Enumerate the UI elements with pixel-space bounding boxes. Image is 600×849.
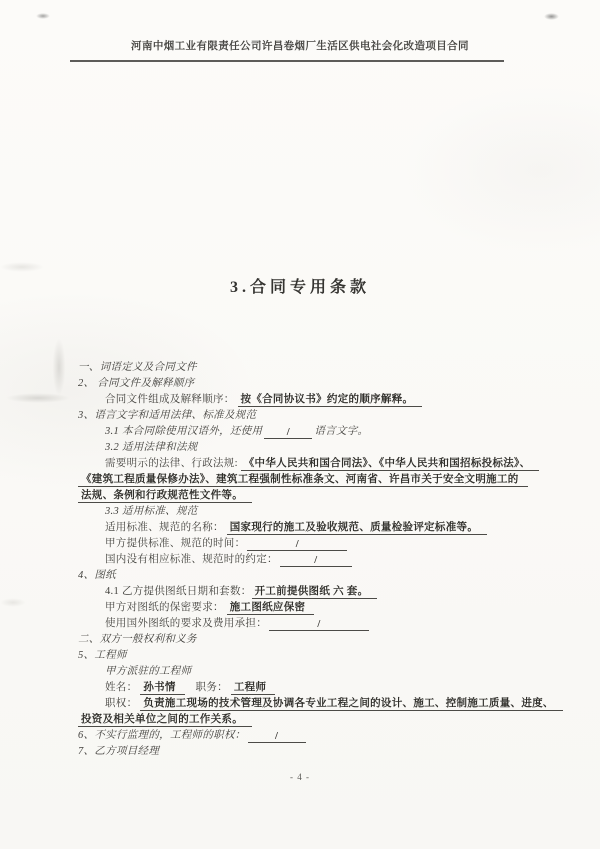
- clause-text: 3.3 适用标准、规范: [105, 506, 198, 517]
- blank-field: /: [280, 553, 352, 567]
- clause-text: 3.1 本合同除使用汉语外，还使用: [105, 426, 263, 437]
- document-line: [78, 728, 538, 744]
- document-line: [78, 536, 538, 552]
- clause-text: 4、图纸: [78, 570, 116, 581]
- document-line: [78, 680, 538, 696]
- section-title: 3.合同专用条款: [229, 279, 370, 296]
- scan-smudge: [52, 336, 66, 398]
- document-body: [78, 360, 554, 760]
- document-line: [78, 456, 538, 472]
- filled-value: 法规、条例和行政规范性文件等。: [78, 490, 252, 503]
- scan-smudge: [544, 13, 559, 20]
- clause-text: 4.1 乙方提供图纸日期和套数：: [105, 586, 252, 597]
- clause-text: 2、 合同文件及解释顺序: [78, 378, 195, 389]
- filled-value: 负责施工现场的技术管理及协调各专业工程之间的设计、施工、控制施工质量、进度、: [140, 698, 562, 711]
- filled-value: 开工前提供图纸 六 套。: [252, 586, 378, 599]
- filled-value: 按《合同协议书》约定的顺序解释。: [238, 394, 423, 407]
- filled-value: 投资及相关单位之间的工作关系。: [78, 714, 252, 727]
- document-line: [78, 440, 538, 456]
- document-line: [78, 504, 538, 520]
- document-line: [78, 616, 538, 632]
- document-line: [78, 568, 538, 584]
- filled-value: 《中华人民共和国合同法》、《中华人民共和国招标投标法》、: [241, 458, 540, 471]
- clause-text: 7、乙方项目经理: [78, 746, 160, 757]
- document-line: [78, 472, 538, 488]
- blank-field: /: [264, 425, 312, 439]
- clause-text: 3、语言文字和适用法律、标准及规范: [78, 410, 257, 421]
- clause-text: 职权：: [105, 698, 141, 709]
- clause-text: 二、双方一般权利和义务: [78, 634, 197, 645]
- document-line: [78, 584, 538, 600]
- document-line: [78, 632, 538, 648]
- header-rule: [70, 60, 504, 62]
- scan-smudge: [0, 262, 44, 272]
- page-number: - 4 -: [290, 772, 310, 782]
- clause-text: 5、工程师: [78, 650, 127, 661]
- clause-text: 需要明示的法律、行政法规:: [105, 458, 241, 469]
- filled-value: 工程师: [231, 682, 275, 695]
- document-line: [78, 488, 538, 504]
- clause-text: 一、词语定义及合同文件: [78, 362, 197, 373]
- filled-value: 孙书情: [140, 682, 184, 695]
- scan-smudge: [6, 393, 70, 403]
- document-line: [78, 696, 554, 712]
- blank-field: /: [247, 537, 347, 551]
- filled-value: 《建筑工程质量保修办法》、建筑工程强制性标准条文、河南省、许昌市关于安全文明施工的: [78, 474, 528, 487]
- document-line: [78, 664, 538, 680]
- document-line: [78, 360, 538, 376]
- document-line: [78, 424, 538, 440]
- clause-text: 适用标准、规范的名称：: [105, 522, 227, 533]
- scan-smudge: [0, 598, 26, 607]
- document-line: [78, 648, 538, 664]
- clause-text: 甲方派驻的工程师: [105, 666, 192, 677]
- filled-value: 施工图纸应保密: [227, 602, 315, 615]
- document-line: [78, 712, 538, 728]
- document-line: [78, 520, 538, 536]
- scan-smudge: [36, 13, 50, 19]
- clause-text: 6、不实行监理的，工程师的职权：: [78, 730, 246, 741]
- document-line: [78, 376, 538, 392]
- filled-value: 国家现行的施工及验收规范、质量检验评定标准等。: [227, 522, 487, 535]
- clause-text: 国内没有相应标准、规范时的约定：: [105, 554, 278, 565]
- clause-text: 3.2 适用法律和法规: [105, 442, 198, 453]
- clause-text: 甲方对图纸的保密要求：: [105, 602, 227, 613]
- clause-text: 合同文件组成及解释顺序：: [105, 394, 238, 405]
- blank-field: /: [248, 729, 306, 743]
- document-line: [78, 552, 538, 568]
- document-line: [78, 744, 538, 760]
- blank-field: /: [269, 617, 369, 631]
- clause-text: 姓名：: [105, 682, 141, 693]
- document-line: [78, 600, 538, 616]
- document-line: [78, 392, 538, 408]
- clause-text: 语言文字。: [314, 426, 369, 437]
- document-line: [78, 408, 538, 424]
- clause-text: 职务：: [184, 682, 231, 693]
- header-title: 河南中烟工业有限责任公司许昌卷烟厂生活区供电社会化改造项目合同: [131, 41, 469, 52]
- clause-text: 甲方提供标准、规范的时间：: [105, 538, 246, 549]
- clause-text: 使用国外图纸的要求及费用承担：: [105, 618, 267, 629]
